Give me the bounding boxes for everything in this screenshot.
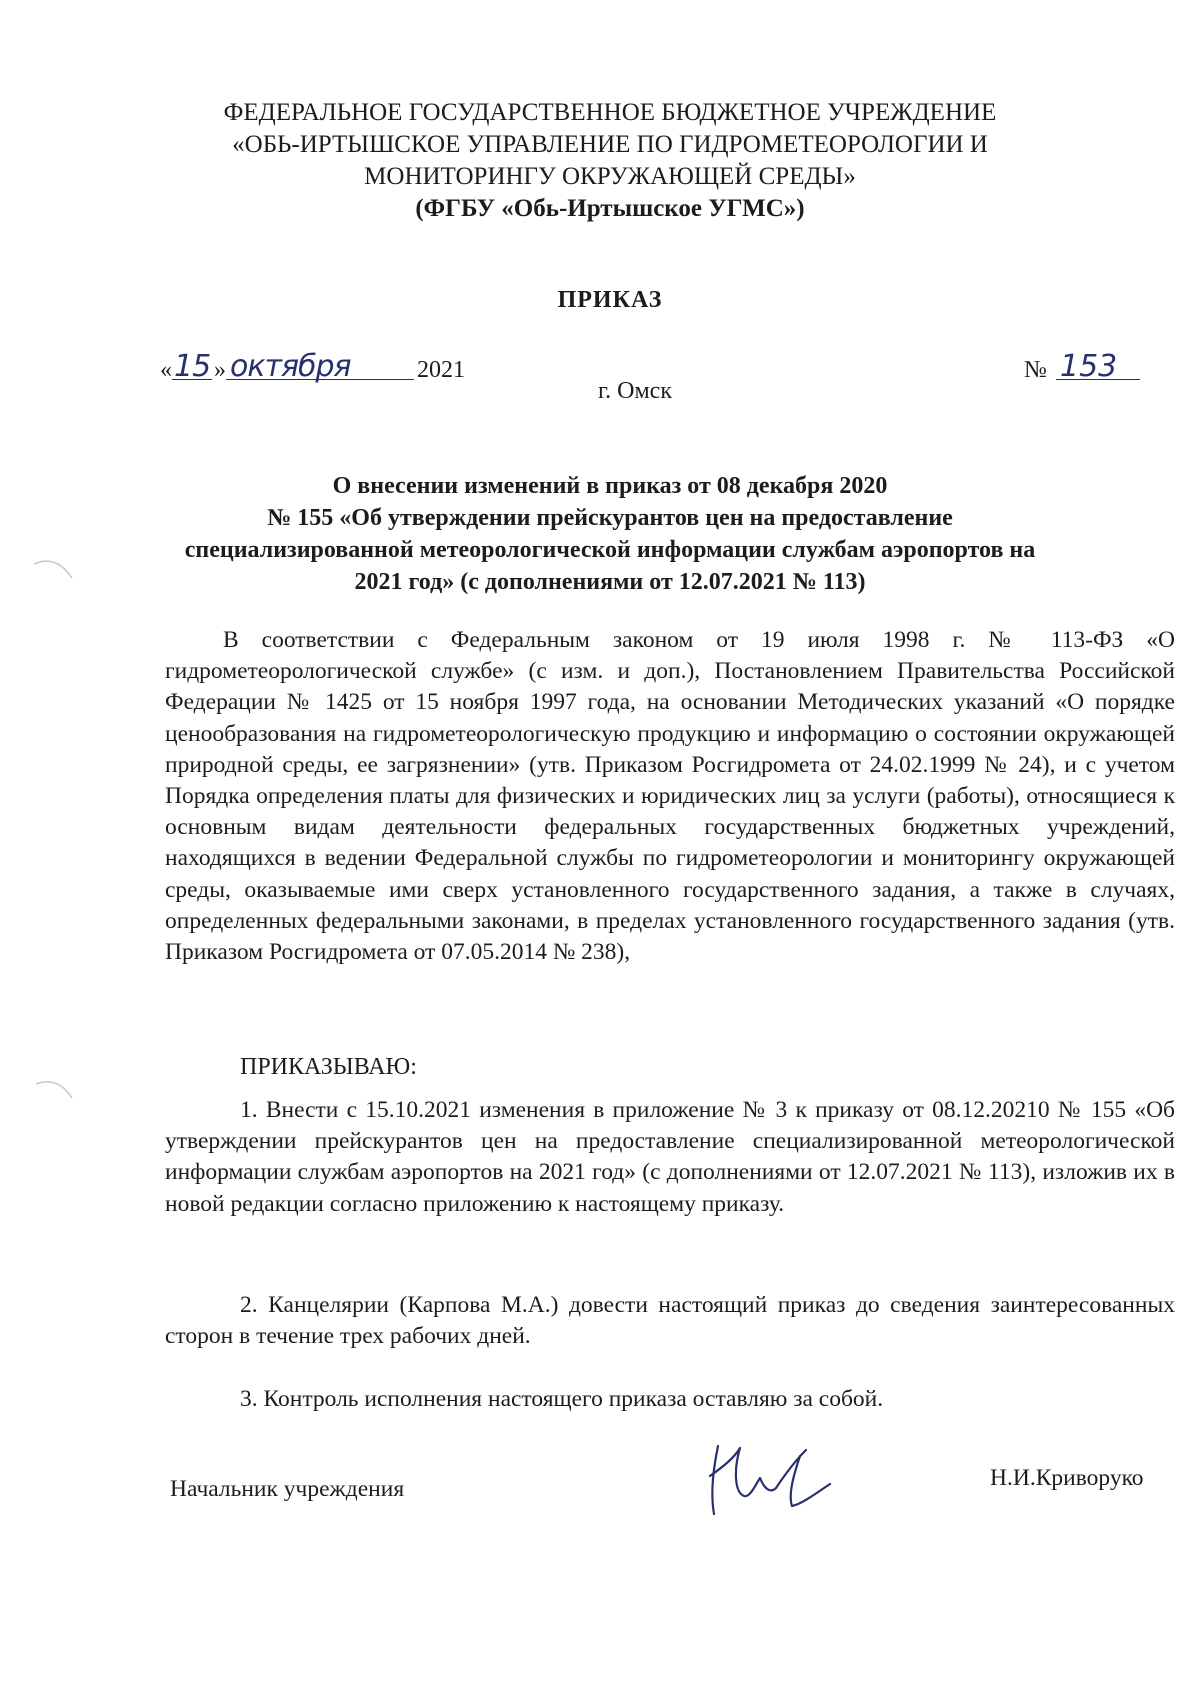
scan-mark [28, 548, 78, 588]
subject-line-3: специализированной метеорологической информации службам аэропортов на [184, 537, 1036, 563]
preamble-paragraph: В соответствии с Федеральным законом от 19 июля 1998 г. № 113-ФЗ «О гидрометеорологической службе» (с изм. и доп.), Постановлением Правительства Российской Федерации № 1425 от 15 ноября 1997 года, на основании Методических указаний «О порядке ценообразования на гидрометеорологическую продукцию и информацию о состоянии окружающей природной среды, ее загрязнении» (утв. Приказом Росгидромета от 24.02.1999 № 24), и с учетом Порядка определения платы для физических и юридических лиц за услуги (работы), относящиеся к основным видам деятельности федеральных государственных бюджетных учреждений, находящихся в ведении Федеральной службы по гидрометеорологии и мониторингу окружающей среды, оказываемые ими сверх установленного государственного задания, а также в случаях, определенных федеральными законами, в пределах установленного государственного задания (утв. Приказом Росгидромета от 07.05.2014 № 238), [165, 627, 1175, 966]
subject-line-4: 2021 год» (с дополнениями от 12.07.2021 № 113) [354, 569, 866, 595]
document-title: ПРИКАЗ [557, 287, 663, 313]
signatory-title: Начальник учреждения [170, 1476, 405, 1502]
org-short-name: (ФГБУ «Обь-Иртышское УГМС») [415, 195, 805, 222]
order-item-2: 2. Канцелярии (Карпова М.А.) довести настоящий приказ до сведения заинтересованных сторон в течение трех рабочих дней. [165, 1292, 1175, 1350]
decree-heading: ПРИКАЗЫВАЮ: [240, 1054, 417, 1080]
signatory-name: Н.И.Криворуко [990, 1465, 1144, 1491]
subject-line-2: № 155 «Об утверждении прейскурантов цен на предоставление [267, 505, 953, 531]
order-number [1024, 346, 1154, 386]
date-close-quote: » [214, 357, 226, 383]
order-date [160, 346, 480, 386]
city: г. Омск [598, 378, 672, 404]
order-item-3: 3. Контроль исполнения настоящего приказа оставляю за собой. [240, 1386, 884, 1412]
order-number-handwritten: 153 [1060, 349, 1118, 384]
order-item-1: 1. Внести с 15.10.2021 изменения в приложение № 3 к приказу от 08.12.20210 № 155 «Об утверждении прейскурантов цен на предоставление специализированной метеорологической информации службам аэропортов на 2021 год» (с дополнениями от 12.07.2021 № 113), изложив их в новой редакции согласно приложению к настоящему приказу. [165, 1097, 1175, 1217]
subject-line-1: О внесении изменений в приказ от 08 декабря 2020 [332, 473, 888, 499]
org-name-line-2: «ОБЬ-ИРТЫШСКОЕ УПРАВЛЕНИЕ ПО ГИДРОМЕТЕОРОЛОГИИ И [232, 131, 988, 158]
org-name-line-3: МОНИТОРИНГУ ОКРУЖАЮЩЕЙ СРЕДЫ» [364, 163, 856, 190]
date-day-handwritten: 15 [174, 349, 211, 384]
date-open-quote: « [160, 357, 172, 383]
number-label: № [1024, 357, 1047, 383]
date-month-handwritten: октября [230, 349, 351, 384]
scan-mark [30, 1070, 80, 1110]
handwritten-signature [700, 1436, 840, 1526]
order-subject [160, 470, 1060, 598]
date-year: 2021 [417, 357, 465, 383]
org-name-line-1: ФЕДЕРАЛЬНОЕ ГОСУДАРСТВЕННОЕ БЮДЖЕТНОЕ УЧРЕЖДЕНИЕ [223, 99, 997, 126]
